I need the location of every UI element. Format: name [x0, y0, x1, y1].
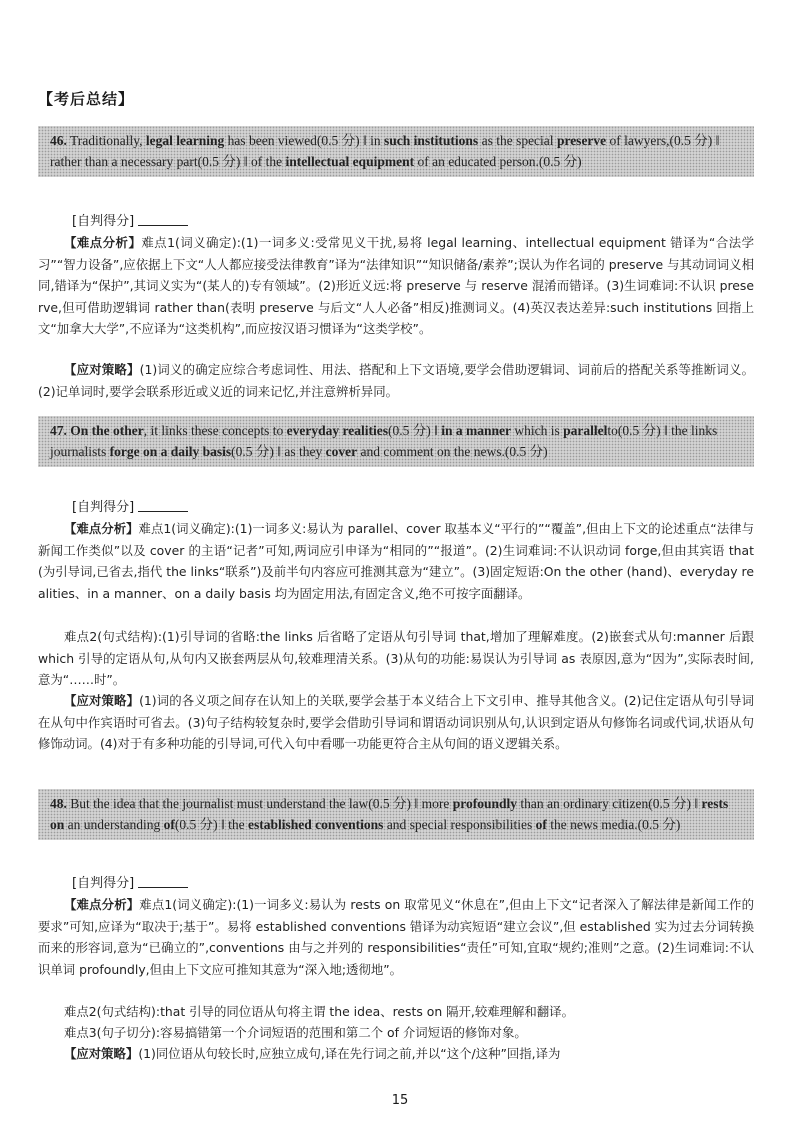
analysis-text: 难点2(句式结构):that 引导的同位语从句将主谓 the idea、rests on 隔开,较难理解和翻译。	[64, 1004, 574, 1019]
q48-strategy	[38, 1043, 754, 1065]
q47-number: 47.	[50, 423, 67, 438]
self-score-label: [自判得分]	[72, 500, 135, 515]
q47-keyword: cover	[325, 444, 358, 459]
q48-text: and special responsibilities	[386, 817, 533, 832]
q47-text: (0.5 分) ‖ as they	[231, 444, 323, 459]
self-score-label: [自判得分]	[72, 214, 135, 229]
q48-text: an understanding	[67, 817, 161, 832]
page-number: 15	[391, 1093, 409, 1108]
q47-strategy	[38, 690, 754, 755]
self-score-label: [自判得分]	[72, 876, 135, 891]
q48-keyword: rests on	[50, 796, 729, 832]
q47-text: (0.5 分) ‖	[387, 423, 438, 438]
analysis-text: 难点1(词义确定):(1)一词多义:受常见义干扰,易将 legal learning、intellectual equipment 错译为“合法学习”“智力设备”,应依据上下文“人人都应接受法律教育”译为“法律知识”“知识储备/素养”;误认为作名词的 preserve 与其动词词义相同,错译为“保护”,其词义实为“(某人的)专有领域”。(2)形近义远:将 preserve 与 reserve 混淆而错译。(3)生词难词:不认识 preserve,但可借助逻辑词 rather than(表明 preserve 与后文“人人必备”相反)推测词义。(4)英汉表达差异:such institutions 回指上文“加拿大大学”,不应译为“这类机构”,而应按汉语习惯译为“这类学校”。	[38, 235, 755, 336]
q46-keyword: such institutions	[384, 133, 479, 148]
analysis-text: 难点2(句式结构):(1)引导词的省略:the links 后省略了定语从句引导词 that,增加了理解难度。(2)嵌套式从句:manner 后跟 which 引导的定语从句,从句内又嵌套两层从句,较难理清关系。(3)从句的功能:易误认为引导词 as 表原因,意为“因为”,实际表时间,意为“……时”。	[38, 629, 754, 687]
q47-keyword: parallel	[563, 423, 608, 438]
q48-text: But the idea that the journalist must understand the law(0.5 分) ‖ more	[70, 796, 450, 811]
analysis-text: 难点1(词义确定):(1)一词多义:易认为 rests on 取常见义“休息在”,但由上下文“记者深入了解法律是新闻工作的要求”可知,应译为“取决于;基于”。易将 established conventions 错译为动宾短语“建立会议”,但 established 实为过去分词转换而来的形容词,意为“已确立的”,conventions 由与之并列的 responsibilities“责任”可知,宜取“规约;准则”之意。(2)生词难词:不认识单词 profoundly,但由上下文应可推知其意为“深入地;透彻地”。	[38, 897, 755, 977]
q46-text: has been viewed(0.5 分) ‖ in	[227, 133, 381, 148]
q48-text: (0.5 分) ‖ the	[174, 817, 245, 832]
q48-analysis-2	[38, 1001, 754, 1023]
q47-text: to(0.5 分) ‖ the links journalists	[50, 423, 718, 459]
q47-analysis-2	[38, 626, 754, 691]
self-score-blank[interactable]	[138, 875, 188, 888]
q48-analysis-1	[38, 894, 754, 980]
q48-self-score	[72, 872, 188, 891]
q46-number: 46.	[50, 133, 67, 148]
q46-analysis	[38, 232, 754, 340]
self-score-blank[interactable]	[138, 213, 188, 226]
q47-keyword: everyday realities	[286, 423, 388, 438]
analysis-text: 难点3(句子切分):容易搞错第一个介词短语的范围和第二个 of 介词短语的修饰对象。	[64, 1025, 527, 1040]
q47-sentence-box	[38, 416, 754, 467]
q46-keyword: preserve	[556, 133, 607, 148]
strategy-label: 【应对策略】	[64, 693, 140, 708]
q48-text: than an ordinary citizen(0.5 分) ‖	[520, 796, 699, 811]
analysis-label: 【难点分析】	[64, 521, 139, 536]
analysis-text: 难点1(词义确定):(1)一词多义:易认为 parallel、cover 取基本义“平行的”“覆盖”,但由上下文的论述重点“法律与新闻工作类似”以及 cover 的主语“记者”可知,两词应引申译为“相同的”“报道”。(2)生词难词:不认识动词 forge,但由其宾语 that(为引导词,已省去,指代 the links“联系”)及前半句内容应可推测其意为“建立”。(3)固定短语:On the other (hand)、everyday realities、in a manner、on a daily basis 均为固定用法,有固定含义,绝不可按字面翻译。	[38, 521, 755, 601]
strategy-text: (1)词义的确定应综合考虑词性、用法、搭配和上下文语境,要学会借助逻辑词、词前后的搭配关系等推断词义。(2)记单词时,要学会联系形近或义近的词来记忆,并注意辨析异同。	[38, 362, 754, 399]
q46-text: of an educated person.(0.5 分)	[417, 154, 582, 169]
q47-keyword: in a manner	[441, 423, 512, 438]
q48-number: 48.	[50, 796, 67, 811]
q48-analysis-3	[38, 1022, 754, 1044]
strategy-label: 【应对策略】	[64, 362, 140, 377]
q47-text: and comment on the news.(0.5 分)	[360, 444, 548, 459]
q46-self-score	[72, 210, 188, 229]
q47-keyword: forge on a daily basis	[109, 444, 232, 459]
self-score-blank[interactable]	[138, 499, 188, 512]
q48-keyword: profoundly	[452, 796, 517, 811]
q48-text: the news media.(0.5 分)	[550, 817, 681, 832]
q48-keyword: of	[535, 817, 547, 832]
q47-keyword: On the other	[70, 423, 144, 438]
strategy-text: (1)词的各义项之间存在认知上的关联,要学会基于本义结合上下文引申、推导其他含义。(2)记住定语从句引导词在从句中作宾语时可省去。(3)句子结构较复杂时,要学会借助引导词和谓语动词识别从句,认识到定语从句修饰名词或代词,状语从句修饰动词。(4)对于有多种功能的引导词,可代入句中看哪一功能更符合主从句间的语义逻辑关系。	[38, 693, 755, 751]
q46-text: Traditionally,	[70, 133, 143, 148]
q47-text: , it links these concepts to	[143, 423, 284, 438]
analysis-label: 【难点分析】	[64, 897, 140, 912]
analysis-label: 【难点分析】	[64, 235, 142, 250]
q46-text: as the special	[481, 133, 554, 148]
q46-keyword: legal learning	[145, 133, 225, 148]
q48-keyword: established conventions	[248, 817, 384, 832]
q46-keyword: intellectual equipment	[285, 154, 415, 169]
q48-keyword: of	[163, 817, 175, 832]
q48-sentence-box	[38, 789, 754, 840]
q46-sentence-box	[38, 126, 754, 177]
q47-analysis-1	[38, 518, 754, 604]
q47-self-score	[72, 496, 188, 515]
section-heading: 【考后总结】	[38, 90, 135, 108]
strategy-text: (1)同位语从句较长时,应独立成句,译在先行词之前,并以“这个/这种”回指,译为	[138, 1046, 561, 1061]
q46-strategy	[38, 359, 754, 402]
q46-text: of lawyers,(0.5 分) ‖ rather than a necessary part(0.5 分) ‖ of the	[50, 133, 720, 169]
strategy-label: 【应对策略】	[64, 1046, 139, 1061]
q47-text: which is	[514, 423, 560, 438]
